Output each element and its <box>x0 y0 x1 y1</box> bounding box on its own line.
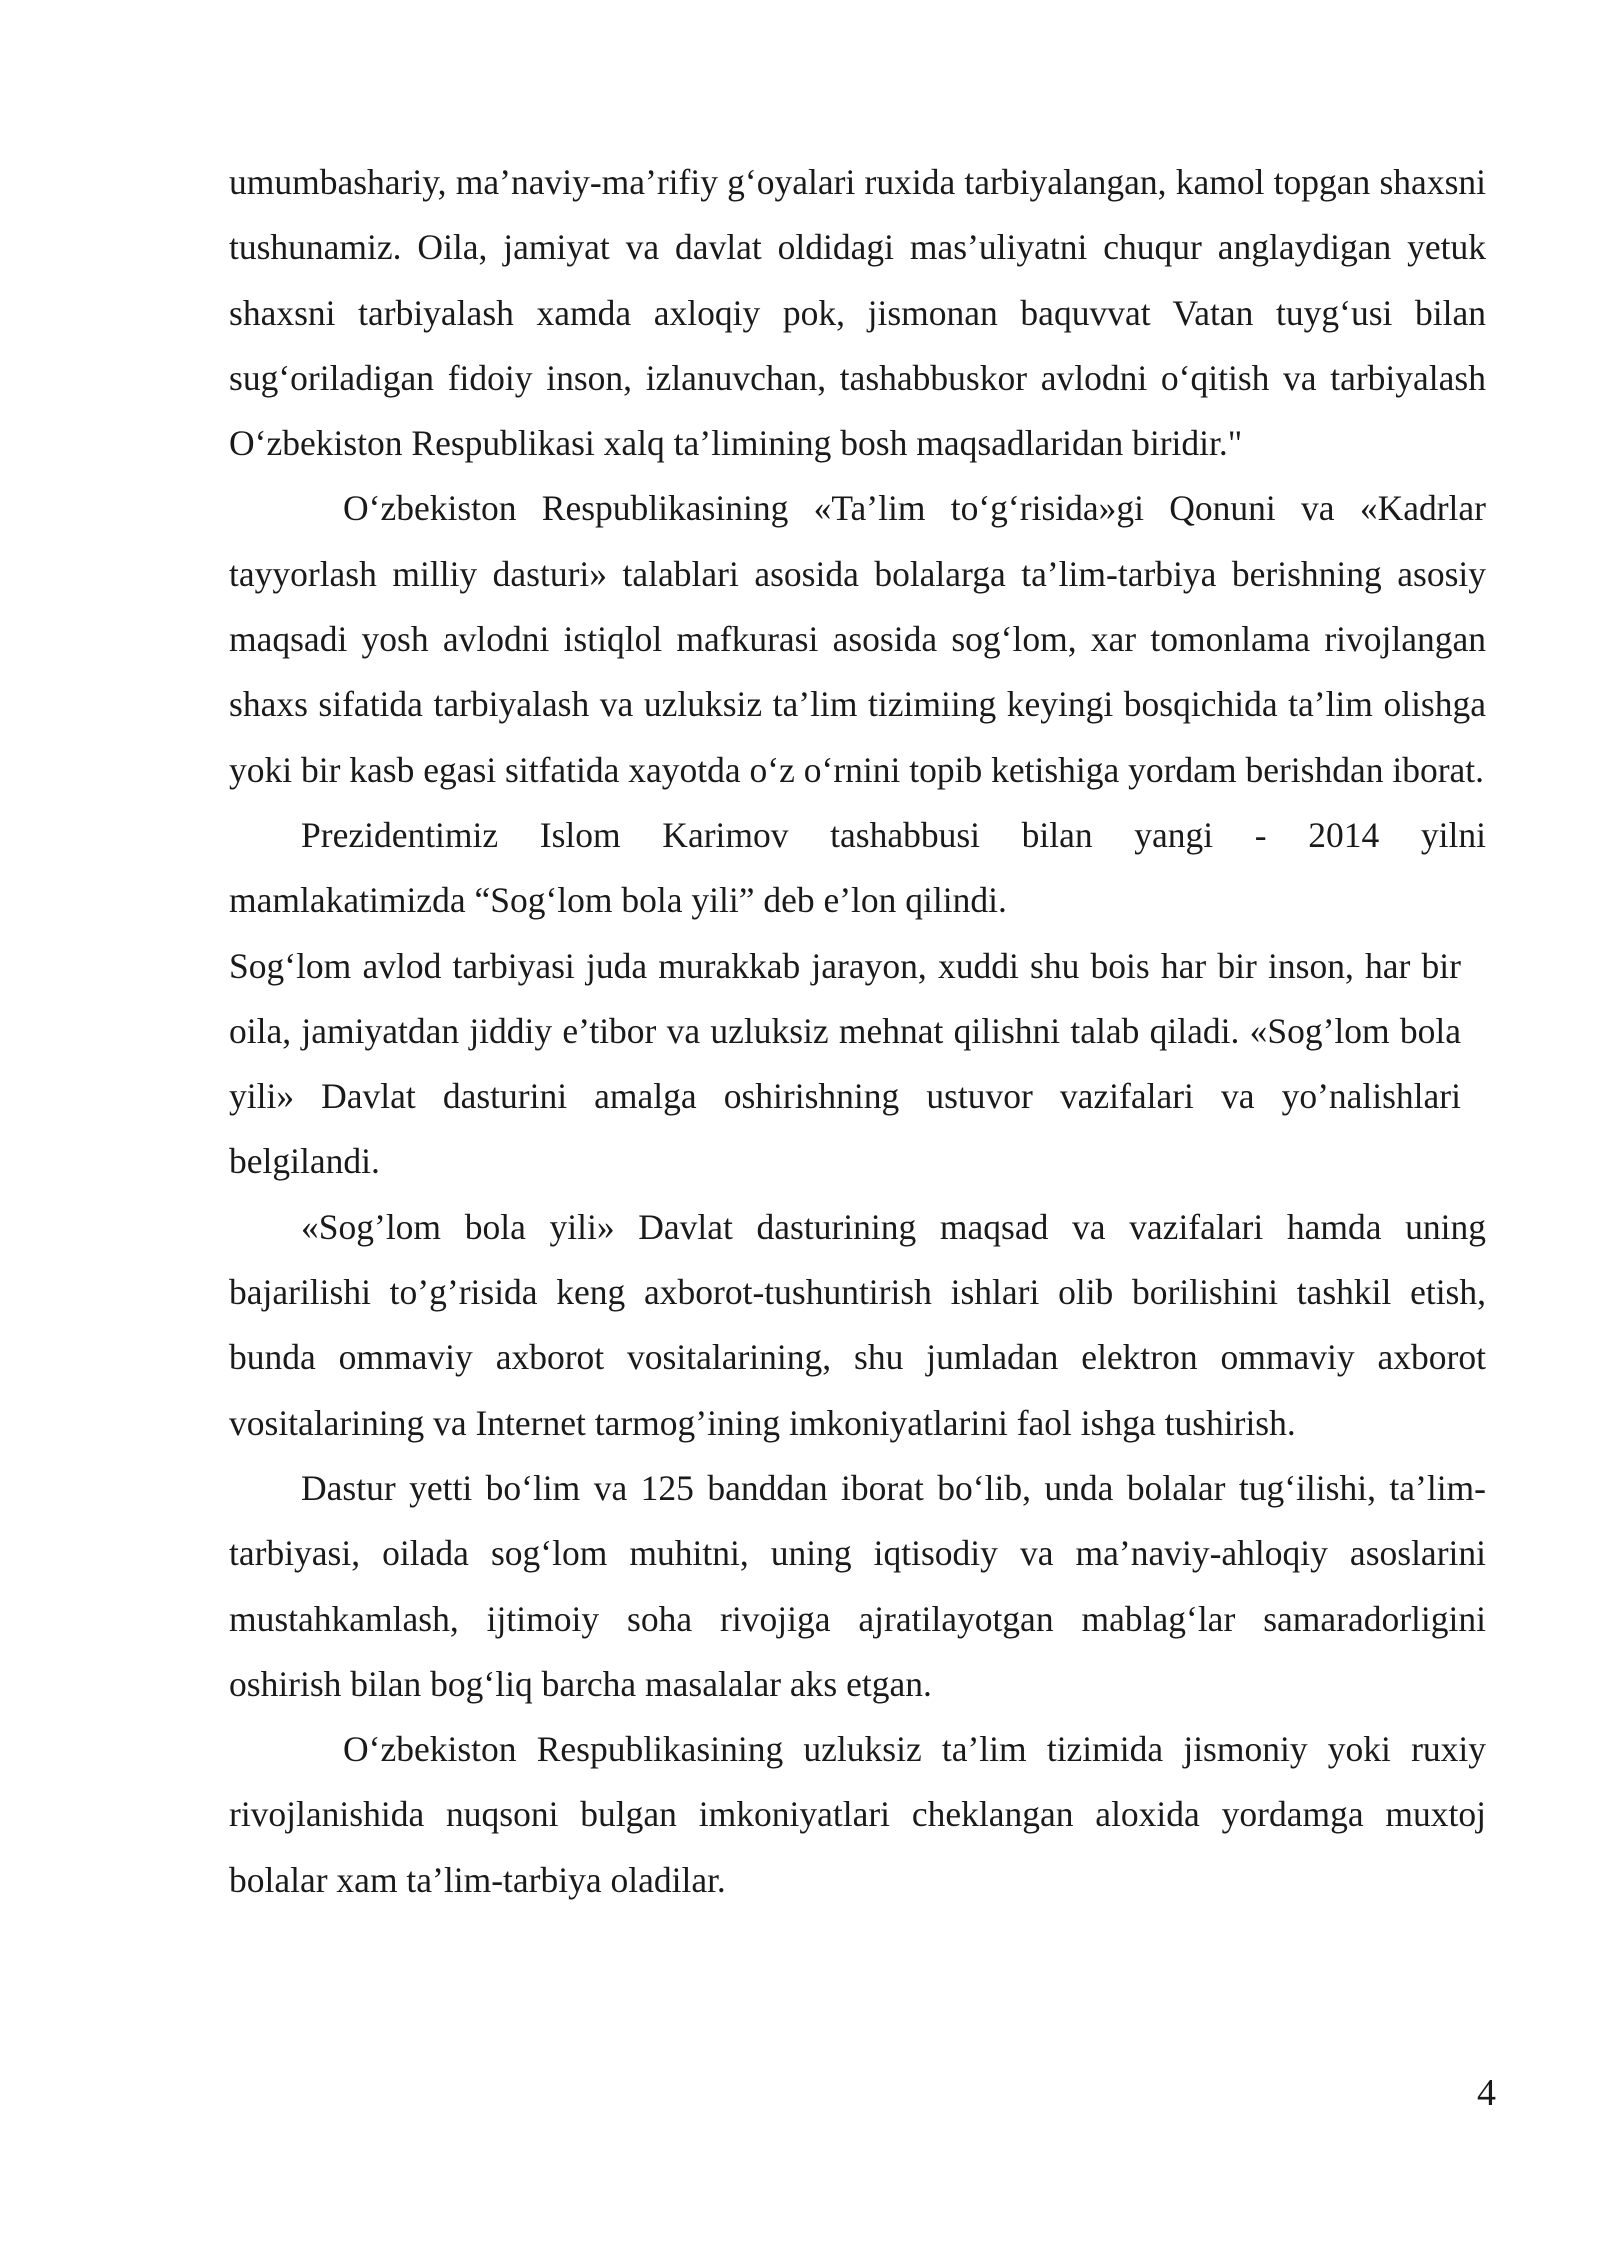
paragraph-4: Sog‘lom avlod tarbiyasi juda murakkab jarayon, xuddi shu bois har bir inson, har bir oila, jamiyatdan jiddiy e’tibor va uzluksiz mehnat qilishni talab qiladi. «Sog’lom bola yili» Davlat dasturini amalga oshirishning ustuvor vazifalari va yo’nalishlari belgilandi. <box>229 945 1461 1182</box>
paragraph-3: Prezidentimiz Islom Karimov tashabbusi bilan yangi - 2014 yilni <box>301 814 1486 855</box>
paragraph-7: O‘zbekiston Respublikasining uzluksiz ta’lim tizimida jismoniy yoki ruxiy rivojlanishida nuqsoni bulgan imkoniyatlari cheklangan aloxida yordamga muxtoj bolalar xam ta’lim-tarbiya oladilar. <box>229 1729 1486 1900</box>
document-page <box>229 150 1486 1913</box>
paragraph-5: «Sog’lom bola yili» Davlat dasturining maqsad va vazifalari hamda uning bajarilishi to’g’risida keng axborot-tushuntirish ishlari olib borilishini tashkil etish, bunda ommaviy axborot vositalarining, shu jumladan elektron ommaviy axborot vositalarining va Internet tarmog’ining imkoniyatlarini faol ishga tushirish. <box>229 1206 1486 1443</box>
paragraph-1: umumbashariy, ma’naviy-ma’rifiy g‘oyalari ruxida tarbiyalangan, kamol topgan shaxsni tushunamiz. Oila, jamiyat va davlat oldidagi mas’uliyatni chuqur anglaydigan yetuk shaxsni tarbiyalash xamda axloqiy pok, jismonan baquvvat Vatan tuyg‘usi bilan sug‘oriladigan fidoiy inson, izlanuvchan, tashabbuskor avlodni o‘qitish va tarbiyalash O‘zbekiston Respublikasi xalq ta’limining bosh maqsadlaridan biridir." <box>229 162 1486 464</box>
paragraph-6: Dastur yetti bo‘lim va 125 banddan iborat bo‘lib, unda bolalar tug‘ilishi, ta’lim-tarbiyasi, oilada sog‘lom muhitni, uning iqtisodiy va ma’naviy-ahloqiy asoslarini mustahkamlash, ijtimoiy soha rivojiga ajratilayotgan mablag‘lar samaradorligini oshirish bilan bog‘liq barcha masalalar aks etgan. <box>229 1467 1486 1704</box>
paragraph-3-continuation: mamlakatimizda “Sog‘lom bola yili” deb e’lon qilindi. <box>229 880 1007 921</box>
page-number: 4 <box>1477 2072 1496 2114</box>
paragraph-2: O‘zbekiston Respublikasining «Ta’lim to‘g‘risida»gi Qonuni va «Kadrlar tayyorlash milliy dasturi» talablari asosida bolalarga ta’lim-tarbiya berishning asosiy maqsadi yosh avlodni istiqlol mafkurasi asosida sog‘lom, xar tomonlama rivojlangan shaxs sifatida tarbiyalash va uzluksiz ta’lim tizimiing keyingi bosqichida ta’lim olishga yoki bir kasb egasi sitfatida xayotda o‘z o‘rnini topib ketishiga yordam berishdan iborat. <box>229 488 1486 790</box>
